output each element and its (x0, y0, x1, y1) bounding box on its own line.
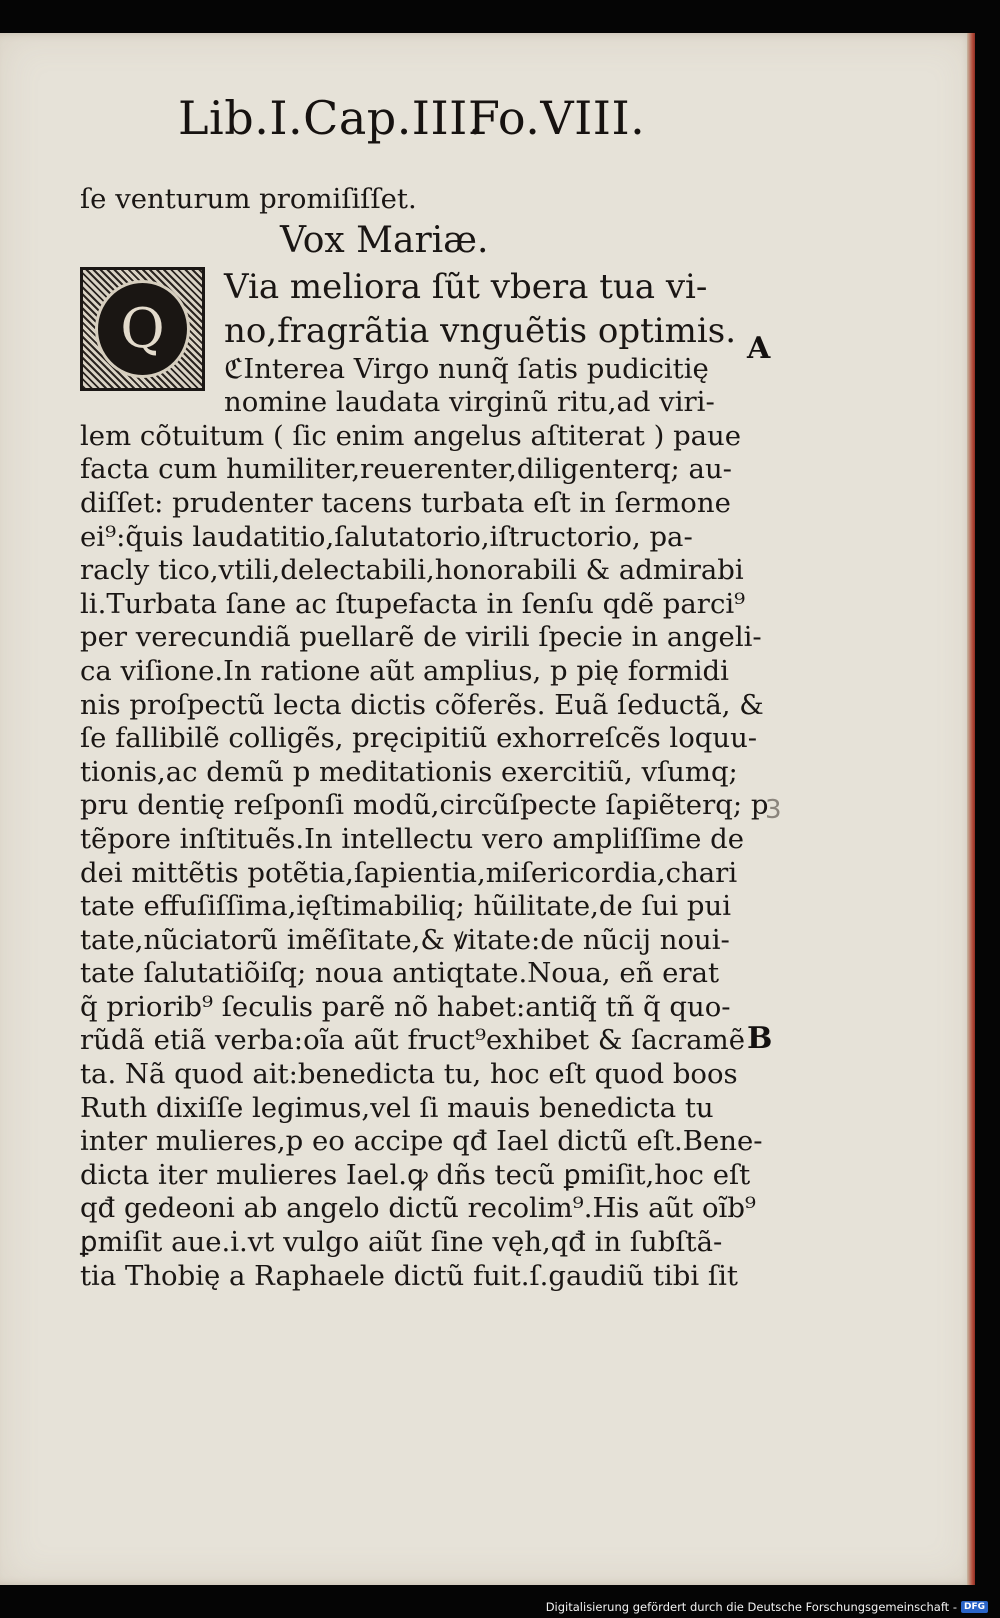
text-line: tia Thobię a Raphaele dictũ fuit.ſ.gaudiũ tibi ſit (80, 1259, 738, 1292)
verse-lines (224, 265, 744, 353)
text-line: ſe fallibilẽ colligẽs, pręcipitiũ exhorreſcẽs loquu- (80, 722, 758, 755)
text-line: pru dentię reſponſi modũ,circũſpecte ſapiẽterq; p (80, 789, 769, 822)
initial-block (80, 265, 737, 399)
text-line: facta cum humiliter,reuerenter,diligenterq; au- (80, 453, 732, 486)
book-page (0, 33, 975, 1585)
text-line: Ruth dixiſſe legimus,vel ſi mauis benedicta tu (80, 1091, 714, 1124)
header-folio: Fo.VIII. (468, 91, 646, 145)
text-line: tate,nũciatorũ imẽſitate,& ꝟitate:de nũcij noui- (80, 923, 730, 956)
margin-note-b: B (747, 1021, 773, 1056)
footer-text: Digitalisierung gefördert durch die Deutsche Forschungsgemeinschaft - (545, 1600, 957, 1614)
text-line: ta. Nã quod ait:benedicta tu, hoc eſt quod boos (80, 1058, 738, 1091)
text-line: diſſet: prudenter tacens turbata eſt in ſermone (80, 486, 731, 519)
text-line: lem cõtuitum ( ſic enim angelus aſtiterat ) paue (80, 419, 742, 452)
first-line: ſe venturum promiſiſſet. (80, 183, 417, 215)
text-line: rũdã etiã verba:oĩa aũt fruct⁹exhibet & ſacramẽ (80, 1024, 746, 1057)
text-line: dicta iter mulieres Iael.ꝙ dñs tecũ ꝑmiſit,hoc eſt (80, 1158, 751, 1191)
dfg-logo: DFG (961, 1601, 988, 1613)
text-line: q̃ priorib⁹ ſeculis parẽ nõ habet:antiq̃ tñ q̃ quo- (80, 990, 731, 1023)
verse-line: no,fragrãtia vnguẽtis optimis. (224, 310, 737, 351)
text-line: racly tico,vtili,delectabili,honorabili & admirabi (80, 554, 744, 587)
text-line: nis proſpectũ lecta dictis cõferẽs. Euã ſeductã, & (80, 688, 764, 721)
page-edge (967, 33, 975, 1585)
text-line: ca viſione.In ratione aũt amplius, p pię formidi (80, 654, 729, 687)
text-line: tate ſalutatiõiſq; noua antiqtate.Noua, eñ erat (80, 957, 720, 990)
text-line: tionis,ac demũ p meditationis exercitiũ, vſumq; (80, 755, 738, 788)
verse-line: Via meliora ſũt vbera tua vi- (224, 266, 708, 307)
footer-credit (546, 1600, 988, 1614)
text-line: per verecundiã puellarẽ de virili ſpecie in angeli- (80, 621, 762, 654)
header-chapter: Lib.I.Cap.III. (178, 91, 483, 145)
text-line: tate effuſiſſima,ięſtimabiliq; hũilitate,de ſui pui (80, 890, 732, 923)
text-line: ℭInterea Virgo nunq̃ ſatis pudicitię (224, 352, 709, 385)
body-text (80, 183, 769, 1293)
subheading: Vox Mariæ. (280, 219, 489, 261)
initial-letter: Q (95, 280, 190, 378)
body-lines (80, 352, 769, 1294)
decorated-initial (80, 267, 205, 391)
text-line: dei mittẽtis potẽtia,ſapientia,miſericordia,chari (80, 856, 738, 889)
text-line: tẽpore inſtituẽs.In intellectu vero ampliſſime de (80, 822, 745, 855)
text-line: ei⁹:q̃uis laudatitio,ſalutatorio,iſtructorio, pa- (80, 520, 693, 553)
pencil-mark: 3 (765, 795, 782, 825)
text-line: ꝑmiſit aue.i.vt vulgo aiũt ſine vęh,qđ in ſubſtã- (80, 1226, 723, 1259)
text-line: inter mulieres,p eo accipe qđ Iael dictũ eſt.Bene- (80, 1125, 763, 1158)
text-line: li.Turbata ſane ac ſtupefacta in ſenſu qdẽ parci⁹ (80, 587, 746, 620)
margin-note-a: A (747, 331, 771, 366)
text-line: qđ gedeoni ab angelo dictũ recolim⁹.His aũt oĩb⁹ (80, 1192, 756, 1225)
text-line: nomine laudata virginũ ritu,ad viri- (224, 386, 715, 419)
